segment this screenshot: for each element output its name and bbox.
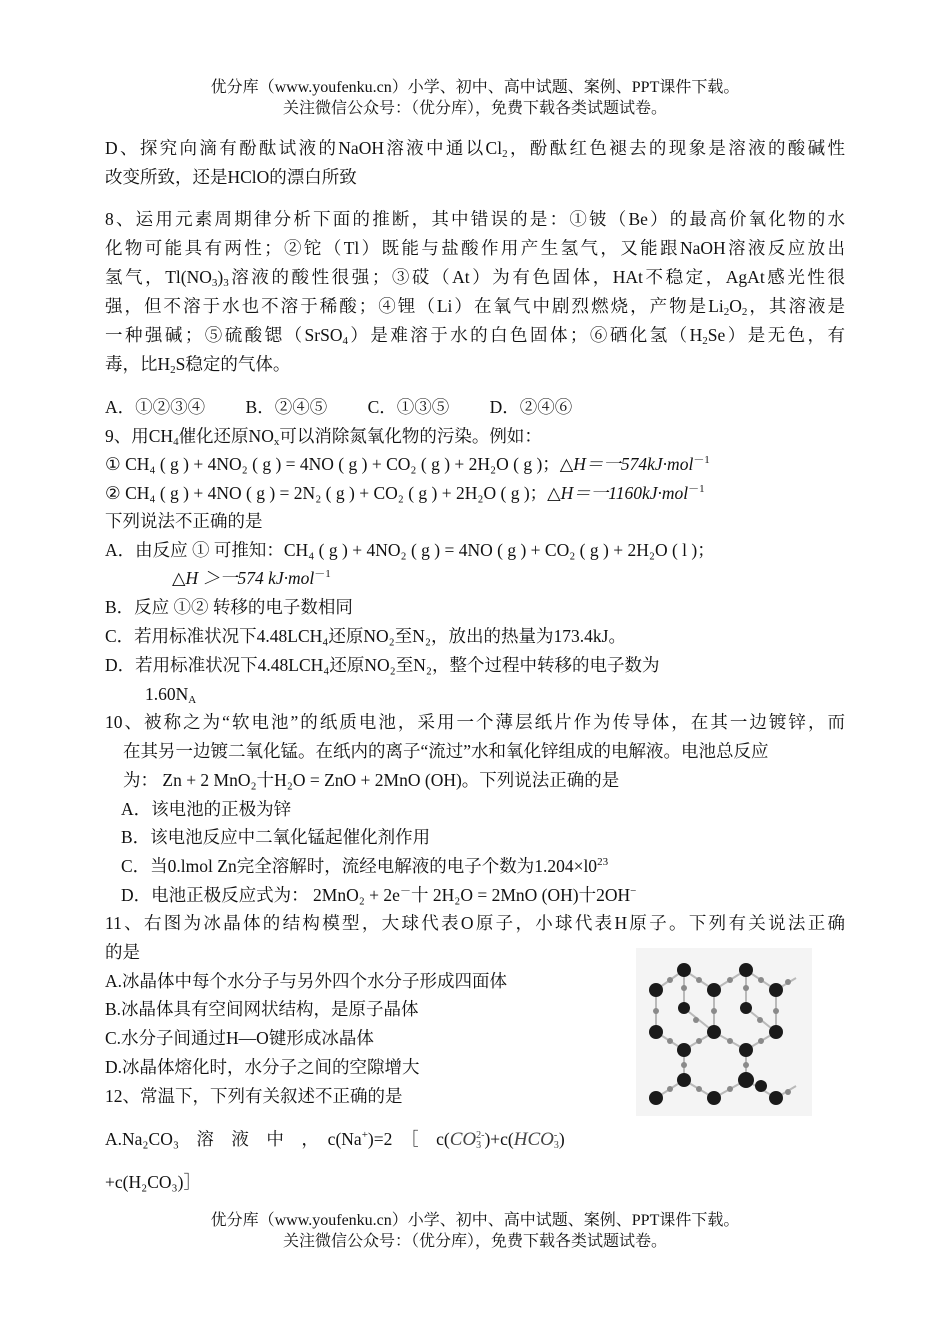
q12-option-a-line-2: +c(H₂CO₃)］ bbox=[105, 1172, 201, 1192]
q10-option-d: D．电池正极反应式为： 2MnO₂ + 2e－十 2H₂O = 2MnO (OH)十2OH− bbox=[121, 885, 637, 905]
q8-line-3: 氢气，$Tl(NO_3)_3$溶液的酸性很强；③砹（At）为有色固体，HAt不稳定，AgAt感光性很 bbox=[105, 267, 845, 289]
q10-line-2: 在其另一边镀二氧化锰。在纸内的离子“流过”水和氧化锌组成的电解液。电池总反应 bbox=[123, 741, 769, 761]
q8-options bbox=[105, 396, 572, 418]
q10-option-a: A．该电池的正极为锌 bbox=[121, 799, 292, 819]
q8-line-5: 一种强碱；⑤硫酸锶（SrSO$_4$）是难溶于水的白色固体；⑥硒化氢$(H_2Se)$是无色，有 bbox=[105, 325, 846, 347]
q8-option-c: C．①③⑤ bbox=[367, 397, 450, 417]
q8-line-4: 强，但不溶于水也不溶于稀酸；④锂（Li）在氧气中剧烈燃烧，产物是$Li_2O_2$，其溶液是 bbox=[105, 296, 845, 318]
bicarbonate-ion: HCO - 3 bbox=[513, 1129, 559, 1151]
q11-option-c: C.水分子间通过H—O键形成冰晶体 bbox=[105, 1028, 374, 1048]
ice-crystal-figure bbox=[636, 948, 812, 1116]
q8-line-6: 毒，比$H_2S$稳定的气体。 bbox=[105, 354, 291, 376]
q12-stem: 12、常温下，下列有关叙述不正确的是 bbox=[105, 1086, 403, 1106]
q11-option-b: B.冰晶体具有空间网状结构，是原子晶体 bbox=[105, 999, 419, 1019]
q10-option-c: C．当0.lmol Zn完全溶解时，流经电解液的电子个数为$1.204\times l0^{23}$ bbox=[121, 856, 609, 876]
q10-option-b: B．该电池反应中二氧化锰起催化剂作用 bbox=[121, 827, 431, 847]
q10-line-3: 为： Zn + 2 MnO₂十H₂O = ZnO + 2MnO (OH)。下列说法正确的是 bbox=[123, 770, 620, 790]
carbonate-ion: CO 2- 3 bbox=[449, 1129, 485, 1151]
q9-option-d-line-1: D．若用标准状况下4.48LCH₄还原NO₂至N₂，整个过程中转移的电子数为 bbox=[105, 655, 660, 675]
q8-option-a: A．①②③④ bbox=[105, 397, 206, 417]
q7-option-d-line-1: D、探究向滴有酚酞试液的NaOH溶液中通以$Cl_2$，酚酞红色褪去的现象是溶液的酸碱性 bbox=[105, 138, 846, 160]
q8-option-b: B．②④⑤ bbox=[245, 397, 328, 417]
q8-line-2: 化物可能具有两性；②铊（Tl）既能与盐酸作用产生氢气，又能跟NaOH溶液反应放出 bbox=[105, 238, 845, 258]
q7-option-d-line-2: 改变所致，还是HClO的漂白所致 bbox=[105, 167, 357, 187]
q12-option-a-line-1: A.Na₂CO₃ 溶 液 中 ， c(Na+)=2 ［ c(CO 2- 3 )+c(HCO - 3 ) bbox=[105, 1129, 565, 1151]
q9-reaction-2: ② CH₄ ( g ) + 4NO ( g ) = 2N₂ ( g ) + CO₂ ( g ) + 2H₂O ( g )；△H＝一1160kJ·mol$^{-1}$ bbox=[105, 483, 705, 503]
page-header-line-1: 优分库（www.youfenku.cn）小学、初中、高中试题、案例、PPT课件下载。 bbox=[210, 79, 740, 96]
q9-stem: 9、用$CH_4$催化还原$NO_x$可以消除氮氧化物的污染。例如： bbox=[105, 426, 542, 448]
q9-option-a-line-1: A．由反应 ① 可推知：CH₄ ( g ) + 4NO₂ ( g ) = 4NO ( g ) + CO₂ ( g ) + 2H₂O ( l )； bbox=[105, 540, 715, 560]
q8-line-1: 8、运用元素周期律分析下面的推断，其中错误的是：①铍（Be）的最高价氧化物的水 bbox=[105, 209, 845, 229]
q9-option-b: B．反应 ①② 转移的电子数相同 bbox=[105, 597, 353, 617]
q11-line-1: 11、右图为冰晶体的结构模型，大球代表O原子，小球代表H原子。下列有关说法正确 bbox=[105, 913, 845, 933]
q9-reaction-1: ① CH₄ ( g ) + 4NO₂ ( g ) = 4NO ( g ) + CO₂ ( g ) + 2H₂O ( g )；△H＝一574kJ·mol$^{-1}$ bbox=[105, 454, 710, 474]
page-footer-line-1: 优分库（www.youfenku.cn）小学、初中、高中试题、案例、PPT课件下载。 bbox=[210, 1212, 740, 1229]
page-header-line-2: 关注微信公众号：（优分库），免费下载各类试题试卷。 bbox=[282, 100, 667, 117]
q8-option-d: D．②④⑥ bbox=[489, 397, 573, 417]
q11-option-a: A.冰晶体中每个水分子与另外四个水分子形成四面体 bbox=[105, 971, 508, 991]
q9-option-d-line-2: $1.60N_A$ bbox=[145, 684, 197, 706]
q10-line-1: 10、被称之为“软电池”的纸质电池，采用一个薄层纸片作为传导体，在其一边镀锌，而 bbox=[105, 712, 845, 732]
q9-question: 下列说法不正确的是 bbox=[105, 511, 263, 531]
q11-line-2: 的是 bbox=[105, 942, 140, 962]
q9-option-c: C．若用标准状况下4.48LCH₄还原NO₂至N₂，放出的热量为173.4kJ。 bbox=[105, 626, 626, 646]
q9-option-a-line-2: △H ＞一574 kJ·mol$^{-1}$ bbox=[172, 568, 331, 588]
q11-option-d: D.冰晶体熔化时，水分子之间的空隙增大 bbox=[105, 1057, 420, 1077]
page-footer-line-2: 关注微信公众号：（优分库），免费下载各类试题试卷。 bbox=[282, 1233, 667, 1250]
